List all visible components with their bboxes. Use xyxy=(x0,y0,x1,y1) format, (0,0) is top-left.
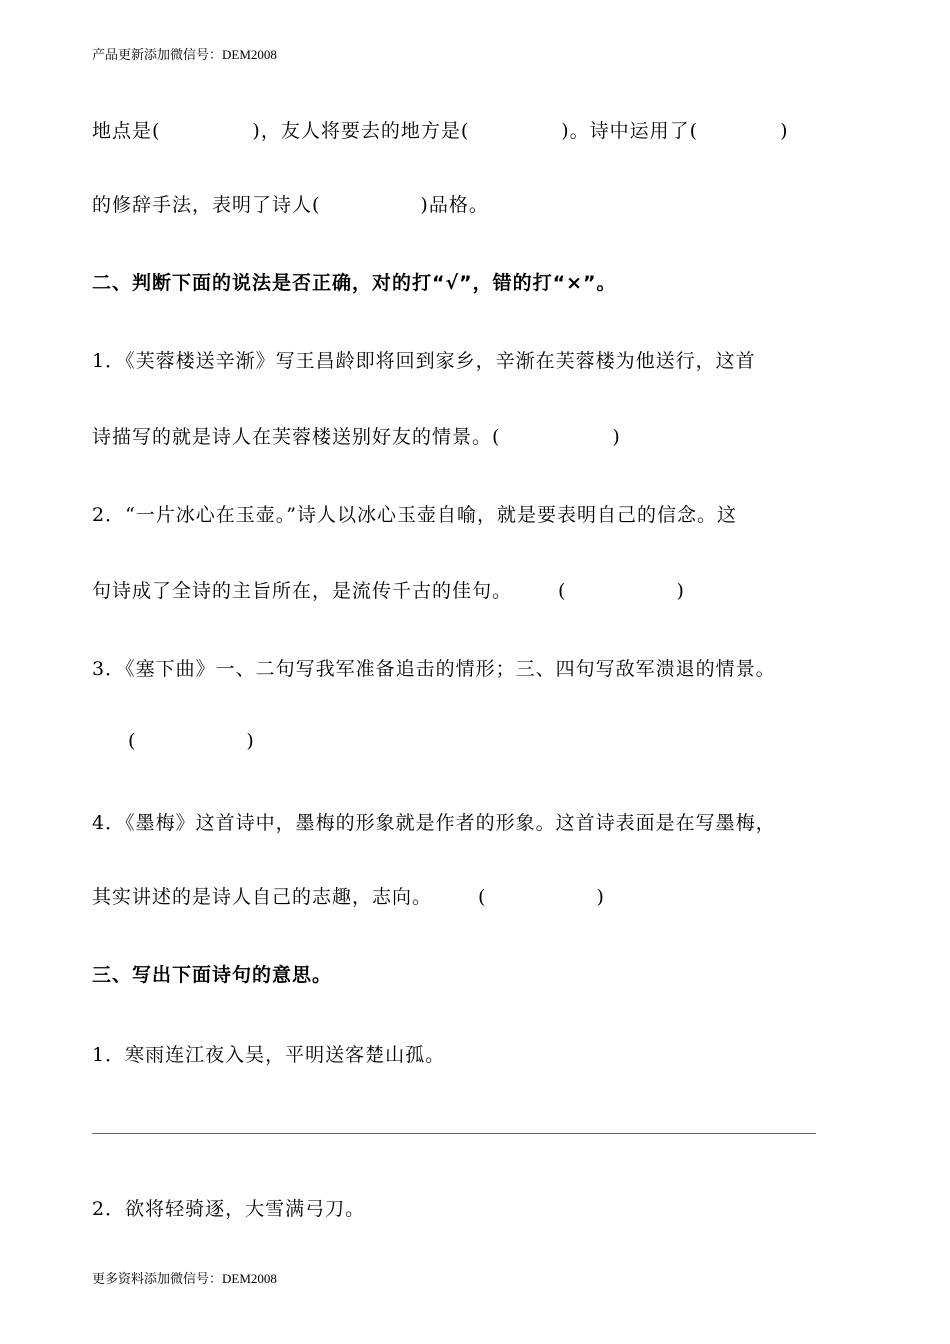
judge-item-4-line-2 xyxy=(92,882,605,909)
text-segment: ( xyxy=(478,886,487,908)
header-note: 产品更新添加微信号：DEM2008 xyxy=(92,47,277,62)
text-segment: ) xyxy=(612,426,621,448)
text-segment: ) xyxy=(596,886,605,908)
text-segment: 句诗成了全诗的主旨所在，是流传千古的佳句。 xyxy=(92,580,513,602)
section-2-title: 二、判断下面的说法是否正确，对的打“√”，错的打“×”。 xyxy=(92,272,617,294)
text-segment: ) xyxy=(676,580,685,602)
judge-item-4-line-1: 4．《墨梅》这首诗中，墨梅的形象就是作者的形象。这首诗表面是在写墨梅， xyxy=(92,812,776,834)
text-segment: 其实讲述的是诗人自己的志趣，志向。 xyxy=(92,886,433,908)
fill-blank-line-2 xyxy=(92,190,489,217)
section-3-title: 三、写出下面诗句的意思。 xyxy=(92,964,333,986)
judge-item-1-line-2 xyxy=(92,422,621,449)
text-segment: ( xyxy=(128,730,137,752)
judge-item-2-line-1: 2．“一片冰心在玉壶。”诗人以冰心玉壶自喻，就是要表明自己的信念。这 xyxy=(92,504,738,526)
text-segment: )。诗中运用了( xyxy=(561,120,699,142)
text-segment: ) xyxy=(246,730,255,752)
text-segment: 诗描写的就是诗人在芙蓉楼送别好友的情景。( xyxy=(92,426,501,448)
text-segment: )，友人将要去的地方是( xyxy=(252,120,470,142)
judge-item-1-line-1: 1．《芙蓉楼送辛渐》写王昌龄即将回到家乡，辛渐在芙蓉楼为他送行，这首 xyxy=(92,350,756,372)
text-segment: ) xyxy=(780,120,789,142)
footer-note: 更多资料添加微信号：DEM2008 xyxy=(92,1271,277,1286)
translate-item-2: 2．欲将轻骑逐，大雪满弓刀。 xyxy=(92,1198,366,1220)
text-segment: 的修辞手法，表明了诗人( xyxy=(92,194,321,216)
text-segment: )品格。 xyxy=(420,194,489,216)
text-segment: ( xyxy=(558,580,567,602)
translate-item-1: 1．寒雨连江夜入吴，平明送客楚山孤。 xyxy=(92,1044,446,1066)
judge-item-3-line-1: 3．《塞下曲》一、二句写我军准备追击的情形；三、四句写敌军溃退的情景。 xyxy=(92,658,776,680)
judge-item-3-line-2 xyxy=(128,730,255,752)
fill-blank-line-1 xyxy=(92,116,789,143)
judge-item-2-line-2 xyxy=(92,576,685,603)
text-segment: 地点是( xyxy=(92,120,161,142)
answer-line[interactable] xyxy=(92,1133,816,1134)
